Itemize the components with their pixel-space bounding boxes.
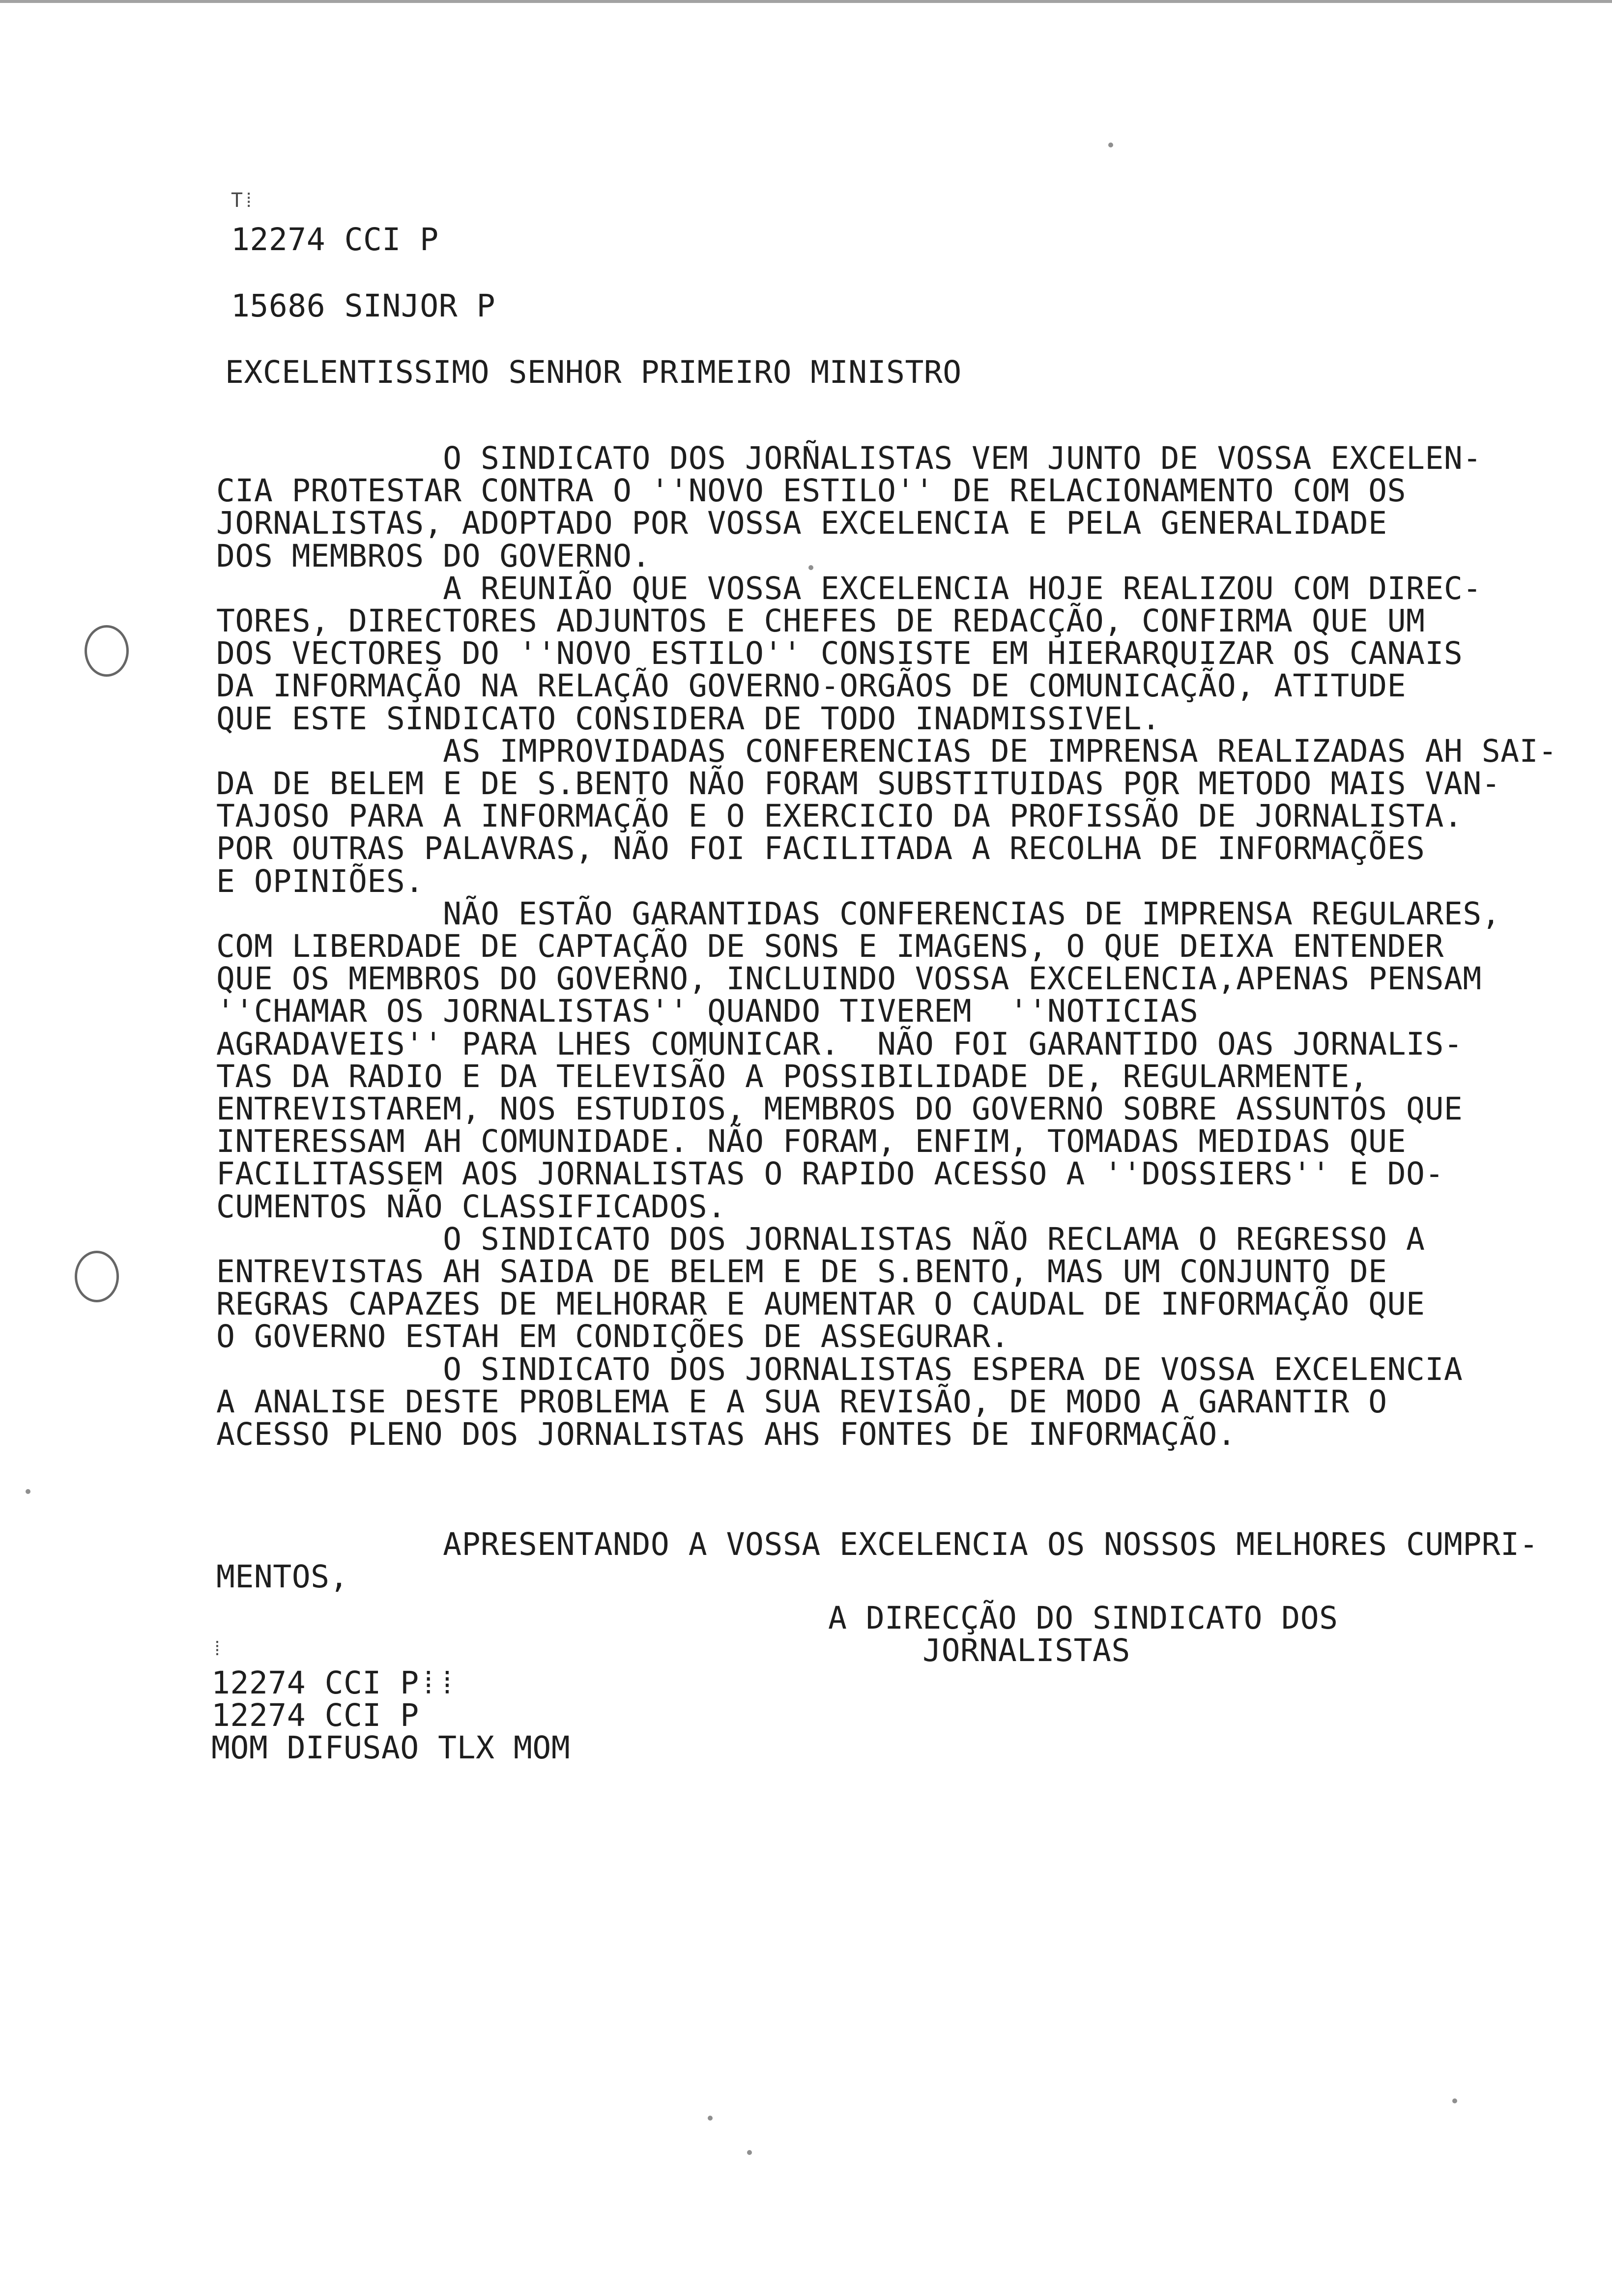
body-line: DA INFORMAÇÃO NA RELAÇÃO GOVERNO-ORGÃOS DE COMUNICAÇÃO, ATITUDE	[216, 668, 1407, 704]
header-mark: T⁞	[231, 189, 255, 212]
footer-mark: ⁞	[211, 1637, 224, 1660]
body-line: O SINDICATO DOS JORÑALISTAS VEM JUNTO DE VOSSA EXCELEN-	[216, 440, 1482, 476]
signature-line: A DIRECÇÃO DO SINDICATO DOS	[828, 1600, 1338, 1636]
scan-speck	[1108, 143, 1113, 147]
body-line: DOS VECTORES DO ''NOVO ESTILO'' CONSISTE EM HIERARQUIZAR OS CANAIS	[216, 635, 1463, 671]
body-line: TAJOSO PARA A INFORMAÇÃO E O EXERCICIO DA PROFISSÃO DE JORNALISTA.	[216, 798, 1463, 834]
body-line: NÃO ESTÃO GARANTIDAS CONFERENCIAS DE IMPRENSA REGULARES,	[216, 896, 1501, 932]
header-line: 15686 SINJOR P	[231, 288, 496, 324]
body-line: INTERESSAM AH COMUNIDADE. NÃO FORAM, ENFIM, TOMADAS MEDIDAS QUE	[216, 1123, 1407, 1159]
closing-line: APRESENTANDO A VOSSA EXCELENCIA OS NOSSOS MELHORES CUMPRI-	[216, 1526, 1539, 1562]
body-line: ''CHAMAR OS JORNALISTAS'' QUANDO TIVEREM ''NOTICIAS	[216, 993, 1199, 1029]
body-line: AS IMPROVIDADAS CONFERENCIAS DE IMPRENSA REALIZADAS AH SAI-	[216, 733, 1557, 769]
body-line: DA DE BELEM E DE S.BENTO NÃO FORAM SUBSTITUIDAS POR METODO MAIS VAN-	[216, 766, 1501, 802]
footer-line: 12274 CCI P⁞⁞	[211, 1665, 457, 1701]
body-line: TORES, DIRECTORES ADJUNTOS E CHEFES DE REDACÇÃO, CONFIRMA QUE UM	[216, 603, 1425, 639]
header-line: 12274 CCI P	[231, 222, 439, 258]
body-line: FACILITASSEM AOS JORNALISTAS O RAPIDO ACESSO A ''DOSSIERS'' E DO-	[216, 1156, 1444, 1192]
body-line: POR OUTRAS PALAVRAS, NÃO FOI FACILITADA A RECOLHA DE INFORMAÇÕES	[216, 831, 1425, 866]
salutation: EXCELENTISSIMO SENHOR PRIMEIRO MINISTRO	[225, 354, 962, 390]
closing-line: MENTOS,	[216, 1559, 349, 1595]
body-line: O SINDICATO DOS JORNALISTAS ESPERA DE VOSSA EXCELENCIA	[216, 1351, 1463, 1387]
body-line: QUE ESTE SINDICATO CONSIDERA DE TODO INADMISSIVEL.	[216, 701, 1161, 737]
body-line: ENTREVISTAS AH SAIDA DE BELEM E DE S.BENTO, MAS UM CONJUNTO DE	[216, 1254, 1387, 1290]
scan-speck	[747, 2150, 752, 2155]
body-line: CIA PROTESTAR CONTRA O ''NOVO ESTILO'' DE RELACIONAMENTO COM OS	[216, 473, 1407, 509]
punch-hole-top	[85, 625, 129, 677]
body-line: ENTREVISTAREM, NOS ESTUDIOS, MEMBROS DO GOVERNO SOBRE ASSUNTOS QUE	[216, 1091, 1463, 1127]
scan-speck	[708, 2116, 713, 2121]
body-line: CUMENTOS NÃO CLASSIFICADOS.	[216, 1189, 726, 1225]
scan-speck	[26, 1489, 30, 1494]
body-line: O SINDICATO DOS JORNALISTAS NÃO RECLAMA O REGRESSO A	[216, 1221, 1425, 1257]
footer-line: MOM DIFUSAO TLX MOM	[211, 1730, 571, 1766]
scan-speck	[808, 565, 813, 570]
body-line: COM LIBERDADE DE CAPTAÇÃO DE SONS E IMAGENS, O QUE DEIXA ENTENDER	[216, 928, 1444, 964]
body-line: TAS DA RADIO E DA TELEVISÃO A POSSIBILIDADE DE, REGULARMENTE,	[216, 1059, 1369, 1094]
footer-line: 12274 CCI P	[211, 1697, 419, 1733]
body-line: REGRAS CAPAZES DE MELHORAR E AUMENTAR O CAUDAL DE INFORMAÇÃO QUE	[216, 1286, 1425, 1322]
body-line: QUE OS MEMBROS DO GOVERNO, INCLUINDO VOSSA EXCELENCIA,APENAS PENSAM	[216, 961, 1482, 997]
body-line: A ANALISE DESTE PROBLEMA E A SUA REVISÃO, DE MODO A GARANTIR O	[216, 1384, 1387, 1420]
punch-hole-bottom	[75, 1251, 119, 1302]
signature-line: JORNALISTAS	[828, 1633, 1130, 1668]
body-line: O GOVERNO ESTAH EM CONDIÇÕES DE ASSEGURAR.	[216, 1319, 1010, 1354]
body-line: DOS MEMBROS DO GOVERNO.	[216, 538, 651, 574]
body-line: JORNALISTAS, ADOPTADO POR VOSSA EXCELENCIA E PELA GENERALIDADE	[216, 505, 1387, 541]
body-line: E OPINIÕES.	[216, 863, 424, 899]
body-line: AGRADAVEIS'' PARA LHES COMUNICAR. NÃO FOI GARANTIDO OAS JORNALIS-	[216, 1026, 1463, 1062]
scan-edge-line	[0, 0, 1612, 3]
scan-speck	[1452, 2098, 1457, 2103]
body-line: ACESSO PLENO DOS JORNALISTAS AHS FONTES DE INFORMAÇÃO.	[216, 1416, 1237, 1452]
body-line: A REUNIÃO QUE VOSSA EXCELENCIA HOJE REALIZOU COM DIREC-	[216, 571, 1482, 606]
